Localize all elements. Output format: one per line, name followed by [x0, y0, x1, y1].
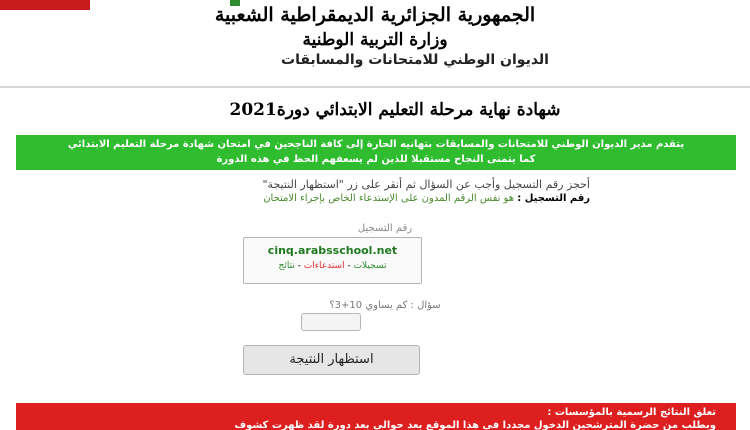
registration-caption: رقم التسجيل	[357, 223, 413, 234]
announcement-line-2: كما يتمنى النجاح مستقبلا للذين لم يسعفهم الحظ في هذه الدورة	[216, 154, 536, 165]
show-result-button[interactable]: استظهار النتيجة	[243, 345, 420, 375]
registration-hint-text: هو نفس الرقم المدون على الإستدعاء الخاص بإجراء الامتحان	[263, 193, 515, 204]
notice-banner	[16, 403, 736, 430]
office-title: الديوان الوطني للامتحانات والمسابقات	[281, 52, 549, 68]
registration-hint-label: رقم التسجيل :	[517, 193, 590, 204]
question-label: سؤال : كم يساوي 10+3؟	[329, 300, 441, 311]
link-results[interactable]: نتائج	[278, 261, 295, 271]
site-links: تسجيلات - استدعاءات - نتائج	[278, 261, 387, 271]
registration-number-field[interactable]	[243, 237, 422, 284]
ministry-title: وزارة التربية الوطنية	[302, 30, 448, 50]
instructions	[263, 178, 591, 204]
link-registrations[interactable]: تسجيلات	[353, 261, 387, 271]
answer-input[interactable]	[301, 313, 361, 331]
republic-title: الجمهورية الجزائرية الديمقراطية الشعبية	[214, 4, 536, 26]
notice-line-2: وبطلب من حضرة المترشحين الدخول مجددا فى هذا الموقع بعد حوالي بعد دورة لقد ظهرت كشوف	[234, 420, 716, 430]
announcement-banner	[16, 135, 736, 170]
announcement-line-1: يتقدم مدير الديوان الوطني للامتحانات والمسابقات بتهانيه الحارة إلى كافة الناجحين في امتحان شهادة مرحلة التعليم الابتدائي	[67, 139, 685, 150]
instructions-text: أحجز رقم التسجيل وأجب عن السؤال ثم أنقر على زر "استظهار النتيجة"	[262, 178, 590, 191]
notice-line-1: تعلق النتائج الرسمية بالمؤسسات :	[547, 407, 716, 418]
link-convocations[interactable]: استدعاءات	[303, 261, 345, 271]
header-divider	[0, 86, 750, 88]
site-watermark: cinq.arabsschool.net	[267, 244, 398, 257]
registration-hint	[263, 193, 591, 204]
page-title: شهادة نهاية مرحلة التعليم الابتدائي دورة2021	[229, 100, 561, 120]
